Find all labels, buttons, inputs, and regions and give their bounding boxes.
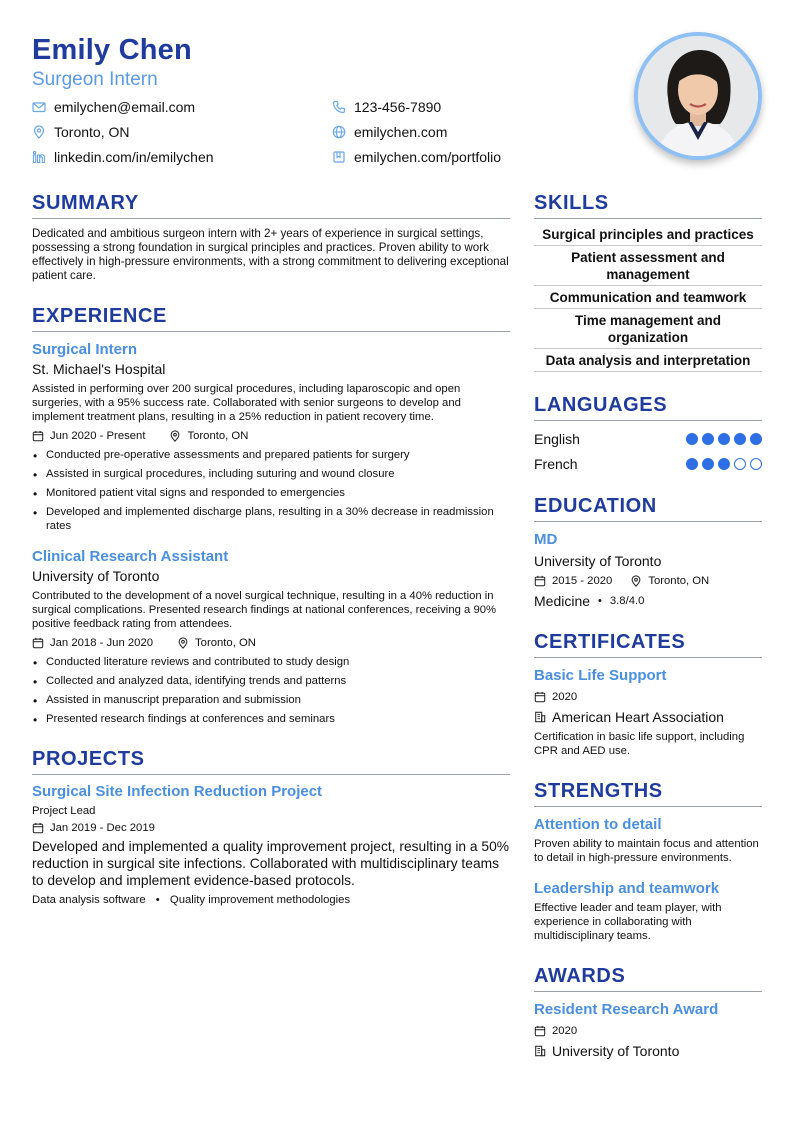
education-dates: 2015 - 2020 (552, 575, 613, 587)
left-column (32, 190, 510, 907)
job-description: Assisted in performing over 200 surgical procedures, including laparoscopic and open surgeries, with a 95% success rate. Collaborated with senior surgeons to develop and implement treatment plans, resulting in a 25% reduction in patient recovery time. (32, 383, 461, 423)
section-title-projects: PROJECTS (32, 746, 510, 775)
experience-section (32, 303, 510, 726)
section-title-skills: SKILLS (534, 190, 762, 219)
job-location: Toronto, ON (195, 637, 256, 649)
languages-list (534, 426, 762, 476)
award-issuer-row (534, 1043, 762, 1059)
languages-section (534, 392, 762, 476)
certificate-name: Basic Life Support (534, 667, 667, 684)
award-year: 2020 (552, 1025, 578, 1037)
calendar-icon (534, 1025, 546, 1037)
award-issuer: University of Toronto (552, 1043, 680, 1059)
bullet-item: • Developed and implemented discharge plans, resulting in a 30% decrease in readmission rates (32, 505, 510, 533)
bullet-item: • Assisted in manuscript preparation and submission (32, 693, 510, 707)
contact-linkedin[interactable]: linkedin.com/in/emilychen (32, 148, 332, 166)
project-description: Developed and implemented a quality improvement project, resulting in a 50% reduction in surgical site infections. Collaborated with multidisciplinary teams to develop and implement evidence-based protocols. (32, 839, 510, 888)
contact-list (32, 98, 592, 166)
project-dates: Jan 2019 - Dec 2019 (50, 822, 155, 834)
profile-photo (634, 32, 762, 160)
summary-section (32, 190, 510, 283)
job-meta (32, 636, 510, 650)
certificate-year-row (534, 690, 762, 704)
job-dates: Jan 2018 - Jun 2020 (50, 637, 154, 649)
section-title-awards: AWARDS (534, 963, 762, 992)
certificate-issuer: American Heart Association (552, 709, 724, 725)
strengths-section (534, 778, 762, 943)
summary-text: Dedicated and ambitious surgeon intern with 2+ years of experience in surgical settings, possessing a strong foundation in surgical principles and practices. Proven ability to work effectively in high-pressure environments, with a strong commitment to delivering exceptional patient care. (32, 227, 509, 282)
award-name: Resident Research Award (534, 1001, 719, 1018)
job-meta (32, 429, 510, 443)
project-tags: Data analysis software • Quality improvement methodologies (32, 894, 351, 906)
bullet-item: • Conducted pre-operative assessments and prepared patients for surgery (32, 448, 510, 462)
strength-item (534, 879, 762, 943)
globe-icon (332, 125, 346, 139)
education-school: University of Toronto (534, 553, 662, 569)
level-dot-filled (718, 433, 730, 445)
strength-name: Attention to detail (534, 816, 662, 833)
certificate-description: Certification in basic life support, including CPR and AED use. (534, 731, 745, 757)
job-dates: Jun 2020 - Present (50, 430, 146, 442)
project-item (32, 782, 510, 907)
project-tag: Data analysis software (32, 894, 146, 906)
job-location: Toronto, ON (187, 430, 249, 442)
location-pin-icon (177, 637, 189, 649)
level-dot-filled (686, 433, 698, 445)
contact-location: Toronto, ON (32, 123, 332, 141)
level-dot-filled (750, 433, 762, 445)
certificate-year: 2020 (552, 691, 578, 703)
calendar-icon (32, 637, 44, 649)
bullet-item: • Presented research findings at conferences and seminars (32, 712, 510, 726)
section-title-experience: EXPERIENCE (32, 303, 510, 332)
calendar-icon (32, 822, 44, 834)
bullet-item: • Conducted literature reviews and contributed to study design (32, 655, 510, 669)
section-title-languages: LANGUAGES (534, 392, 762, 421)
experience-item (32, 547, 510, 726)
project-title: Surgical Site Infection Reduction Project (32, 783, 323, 800)
job-company: University of Toronto (32, 568, 160, 584)
awards-section (534, 963, 762, 1059)
award-year-row (534, 1024, 762, 1038)
education-section (534, 493, 762, 609)
job-bullets (32, 448, 510, 533)
contact-phone[interactable]: 123-456-7890 (332, 98, 592, 116)
level-dot-filled (702, 433, 714, 445)
projects-section (32, 746, 510, 907)
skill-item: Surgical principles and practices (534, 223, 762, 246)
job-description: Contributed to the development of a novel surgical technique, resulting in a 40% reduction in surgical complications. Presented research findings at national conferences, receiving a 90% positive feedback rating from attendees. (32, 590, 497, 630)
strength-description: Effective leader and team player, with experience in collaborating with multidisciplinary teams. (534, 902, 722, 942)
education-field-gpa: Medicine • 3.8/4.0 (534, 593, 645, 609)
education-location: Toronto, ON (648, 575, 710, 587)
project-tag: Quality improvement methodologies (169, 894, 351, 906)
job-title: Clinical Research Assistant (32, 548, 229, 565)
education-gpa: 3.8/4.0 (609, 595, 645, 607)
level-dot-filled (734, 433, 746, 445)
skill-item: Communication and teamwork (534, 286, 762, 309)
experience-item (32, 340, 510, 533)
skill-item: Data analysis and interpretation (534, 349, 762, 372)
candidate-name: Emily Chen (32, 34, 192, 66)
section-title-summary: SUMMARY (32, 190, 510, 219)
certificates-section (534, 629, 762, 758)
project-meta (32, 821, 510, 835)
language-row (534, 426, 762, 451)
strength-name: Leadership and teamwork (534, 880, 720, 897)
contact-website[interactable]: emilychen.com (332, 123, 592, 141)
level-dot-filled (686, 458, 698, 470)
building-icon (534, 1045, 546, 1057)
bullet-item: • Assisted in surgical procedures, including suturing and wound closure (32, 467, 510, 481)
language-level-dots (686, 458, 762, 470)
job-company: St. Michael's Hospital (32, 361, 166, 377)
skills-section (534, 190, 762, 372)
strength-description: Proven ability to maintain focus and attention to detail in high-pressure environments. (534, 838, 759, 864)
skill-item: Time management and organization (534, 309, 762, 349)
calendar-icon (534, 575, 546, 587)
project-role: Project Lead (32, 805, 96, 817)
language-name: French (534, 455, 578, 472)
phone-icon (332, 100, 346, 114)
building-icon (534, 711, 546, 723)
level-dot-filled (718, 458, 730, 470)
level-dot-empty (734, 458, 746, 470)
location-pin-icon (630, 575, 642, 587)
bullet-item: • Monitored patient vital signs and responded to emergencies (32, 486, 510, 500)
location-icon (32, 125, 46, 139)
skill-item: Patient assessment and management (534, 246, 762, 286)
resume-header (32, 32, 762, 172)
level-dot-filled (702, 458, 714, 470)
contact-email[interactable]: emilychen@email.com (32, 98, 332, 116)
strength-item (534, 815, 762, 865)
job-title: Surgical Intern (32, 341, 138, 358)
language-row (534, 451, 762, 476)
calendar-icon (32, 430, 44, 442)
avatar-portrait (638, 36, 758, 156)
section-title-certificates: CERTIFICATES (534, 629, 762, 658)
education-degree: MD (534, 531, 558, 548)
location-pin-icon (169, 430, 181, 442)
certificate-issuer-row (534, 709, 762, 725)
language-name: English (534, 430, 580, 447)
contact-portfolio[interactable]: emilychen.com/portfolio (332, 148, 592, 166)
job-bullets (32, 655, 510, 726)
skills-list (534, 223, 762, 372)
calendar-icon (534, 691, 546, 703)
candidate-role: Surgeon Intern (32, 69, 158, 90)
education-meta (534, 574, 762, 588)
education-field: Medicine (534, 593, 591, 609)
language-level-dots (686, 433, 762, 445)
linkedin-icon (32, 150, 46, 164)
level-dot-empty (750, 458, 762, 470)
portfolio-icon (332, 150, 346, 164)
mail-icon (32, 100, 46, 114)
section-title-education: EDUCATION (534, 493, 762, 522)
bullet-item: • Collected and analyzed data, identifying trends and patterns (32, 674, 510, 688)
right-column (534, 190, 762, 1059)
section-title-strengths: STRENGTHS (534, 778, 762, 807)
